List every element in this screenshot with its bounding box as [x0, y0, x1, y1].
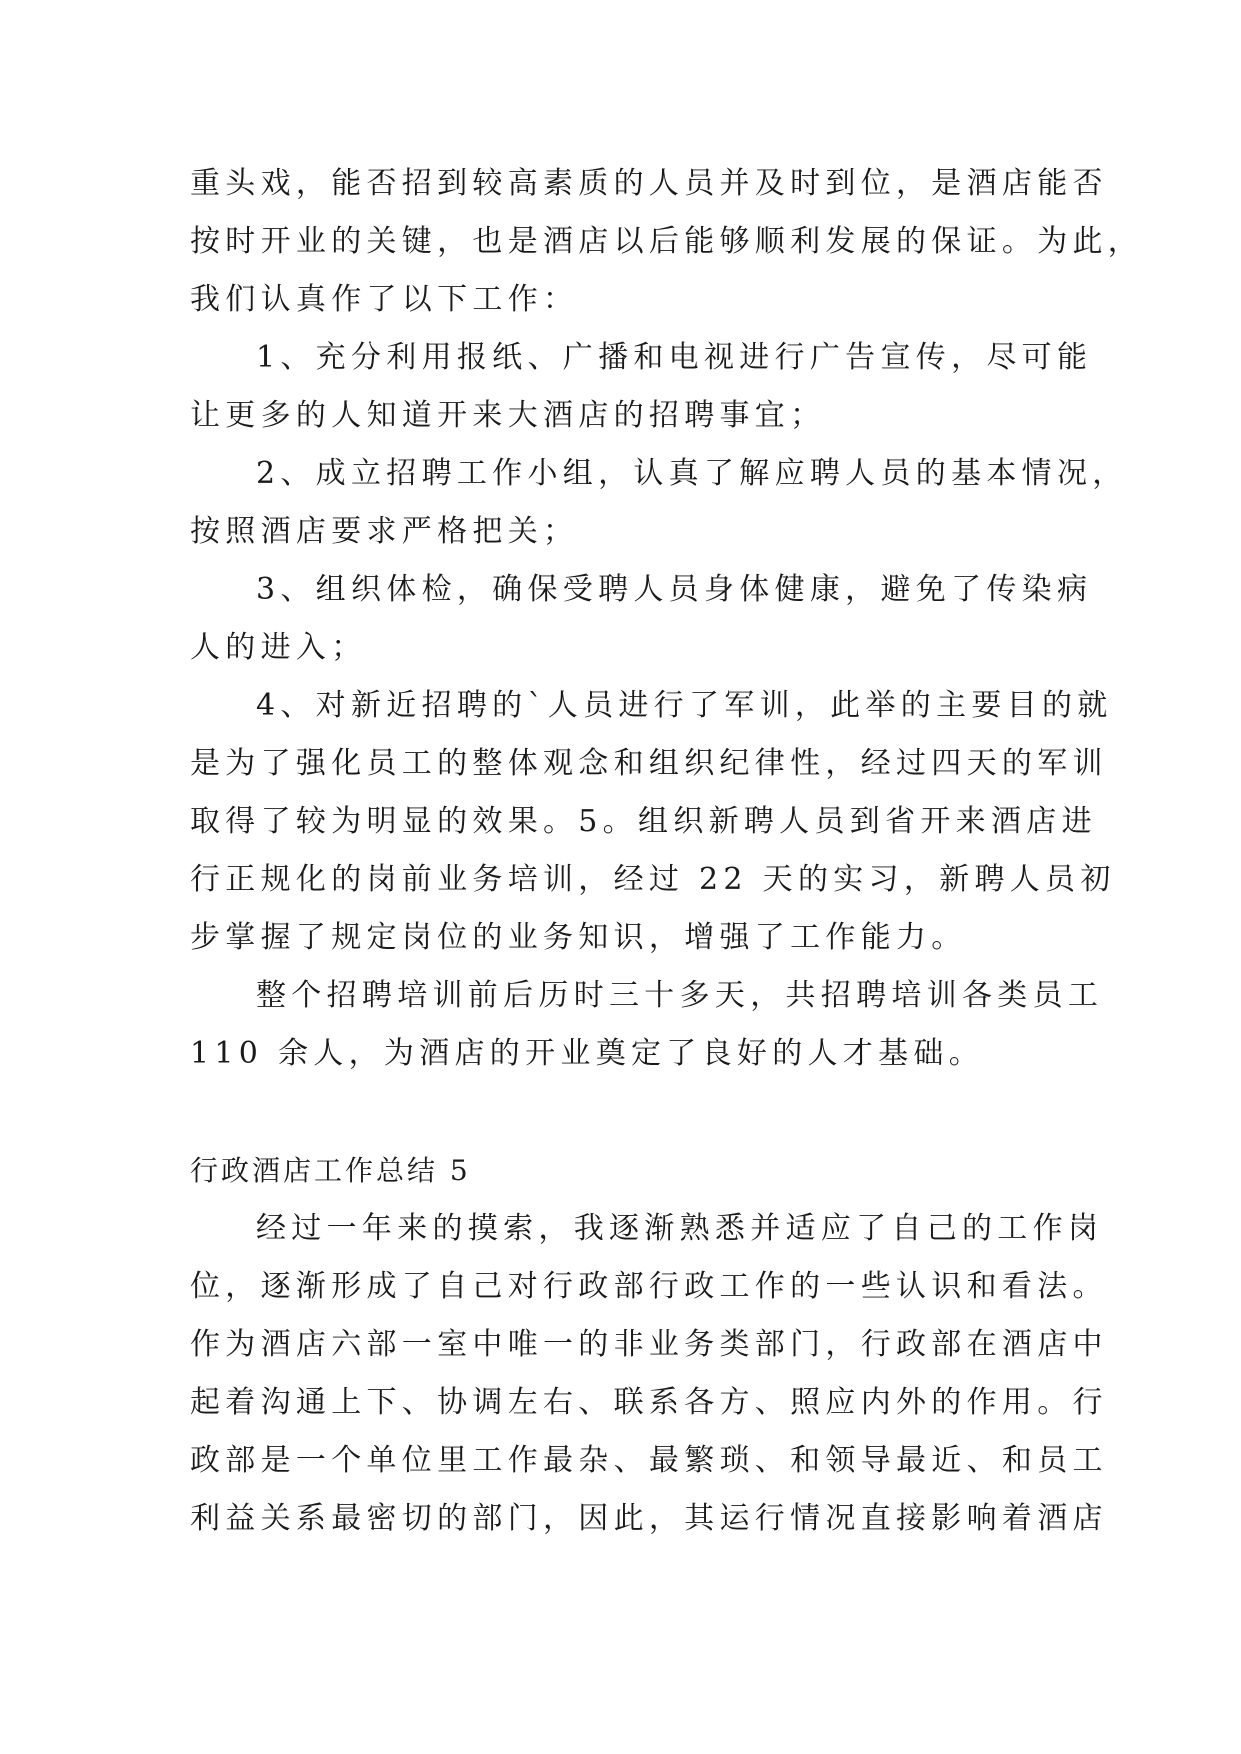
paragraph-line: 我们认真作了以下工作：: [190, 282, 579, 317]
list-item-4-line: 取得了较为明显的效果。5。组织新聘人员到省开来酒店进: [190, 804, 1097, 839]
paragraph-line: 位，逐渐形成了自己对行政部行政工作的一些认识和看法。: [190, 1269, 1108, 1304]
list-item-4-line: 行正规化的岗前业务培训，经过 22 天的实习，新聘人员初: [190, 862, 1116, 897]
list-item-1-line: 1、充分利用报纸、广播和电视进行广告宣传，尽可能: [256, 340, 1093, 375]
list-item-4-line: 步掌握了规定岗位的业务知识，增强了工作能力。: [190, 920, 967, 955]
list-item-4-line: 是为了强化员工的整体观念和组织纪律性，经过四天的军训: [190, 746, 1108, 781]
paragraph-line: 起着沟通上下、协调左右、联系各方、照应内外的作用。行: [190, 1385, 1108, 1420]
list-item-1-line: 让更多的人知道开来大酒店的招聘事宜；: [190, 398, 826, 433]
list-item-3-line: 3、组织体检，确保受聘人员身体健康，避免了传染病: [256, 572, 1093, 607]
list-item-3-line: 人的进入；: [190, 630, 367, 665]
paragraph-line: 利益关系最密切的部门，因此，其运行情况直接影响着酒店: [190, 1501, 1108, 1536]
section-2: [190, 1142, 1108, 1548]
paragraph-line: 政部是一个单位里工作最杂、最繁琐、和领导最近、和员工: [190, 1443, 1108, 1478]
paragraph-line: 重头戏，能否招到较高素质的人员并及时到位，是酒店能否: [190, 166, 1108, 201]
summary-paragraph-line: 整个招聘培训前后历时三十多天，共招聘培训各类员工: [256, 978, 1104, 1013]
list-item-4-line: 4、对新近招聘的`人员进行了军训，此举的主要目的就: [256, 688, 1113, 723]
paragraph-line: 作为酒店六部一室中唯一的非业务类部门，行政部在酒店中: [190, 1327, 1108, 1362]
summary-paragraph-line: 110 余人，为酒店的开业奠定了良好的人才基础。: [190, 1036, 984, 1071]
list-item-2-line: 按照酒店要求严格把关；: [190, 514, 579, 549]
list-item-2-line: 2、成立招聘工作小组，认真了解应聘人员的基本情况，: [256, 456, 1128, 491]
section-heading: 行政酒店工作总结 5: [190, 1154, 471, 1187]
section-1-body: [190, 155, 1144, 1083]
paragraph-line: 经过一年来的摸索，我逐渐熟悉并适应了自己的工作岗: [256, 1211, 1104, 1246]
paragraph-line: 按时开业的关键，也是酒店以后能够顺利发展的保证。为此，: [190, 224, 1144, 259]
